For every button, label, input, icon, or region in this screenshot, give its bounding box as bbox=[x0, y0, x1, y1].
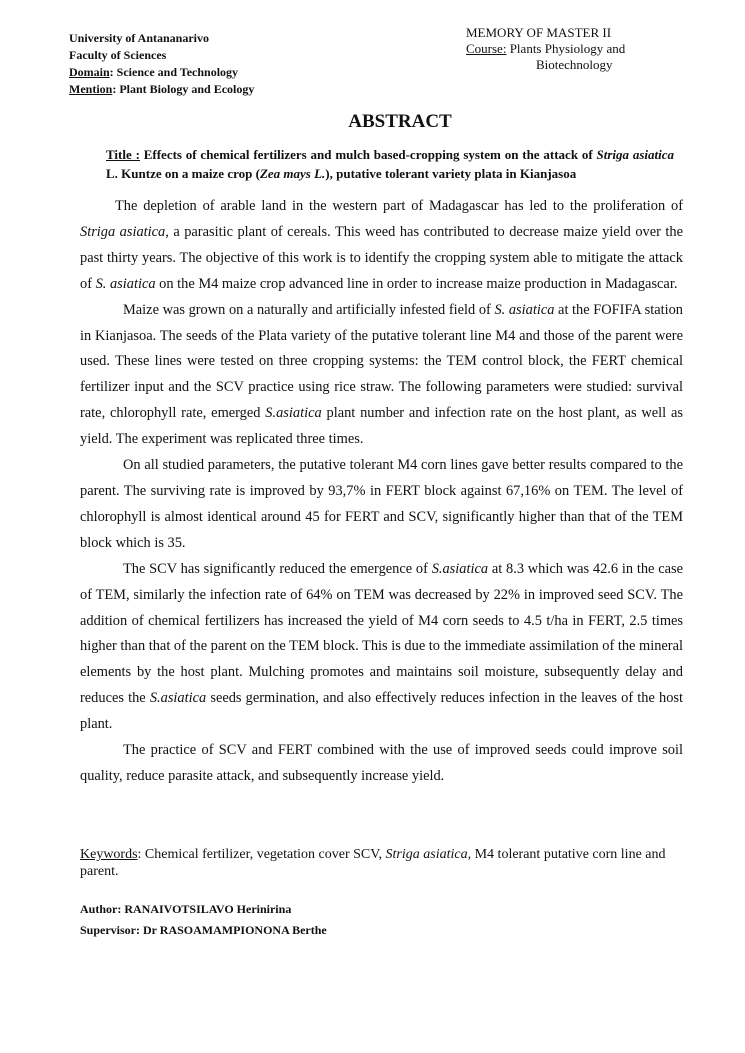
abstract-body bbox=[80, 194, 683, 790]
paragraph-1-text-b: , a parasitic plant of cereals. This weed has contributed to decrease maize yield over the past thirty years. The objective of this work is to identify the cropping system able to mitigate the attack of bbox=[80, 223, 683, 292]
mention-value: : Plant Biology and Ecology bbox=[112, 82, 255, 96]
paragraph-1-species-a: Striga asiatica bbox=[80, 223, 166, 240]
mention-line bbox=[69, 81, 254, 98]
title-text-1: Effects of chemical fertilizers and mulch based-cropping system on the attack of bbox=[139, 147, 597, 162]
paragraph-1-species-b: S. asiatica bbox=[95, 275, 156, 292]
abstract-heading: ABSTRACT bbox=[348, 111, 452, 132]
keywords-label: Keywords bbox=[80, 847, 138, 862]
paragraph-5: The practice of SCV and FERT combined with the use of improved seeds could improve soil quality, reduce parasite attack, and subsequently increase yield. bbox=[80, 742, 683, 784]
institution-header bbox=[69, 30, 254, 98]
paragraph-4 bbox=[80, 557, 683, 738]
thesis-title bbox=[106, 145, 674, 183]
title-text-3: ), putative tolerant variety plata in Kianjasoa bbox=[325, 166, 577, 181]
memory-title: MEMORY OF MASTER II bbox=[466, 25, 612, 40]
domain-value: : Science and Technology bbox=[109, 65, 239, 79]
keywords-text-b: M4 tolerant putative corn line and parent. bbox=[80, 847, 666, 879]
paragraph-2-text-a: Maize was grown on a naturally and artificially infested field of bbox=[123, 301, 495, 318]
title-species: Striga asiatica bbox=[596, 147, 674, 162]
mention-label: Mention bbox=[69, 82, 113, 96]
paragraph-1 bbox=[80, 194, 683, 298]
keywords-species: Striga asiatica, bbox=[385, 847, 472, 862]
author-line: Author: RANAIVOTSILAVO Herinirina bbox=[80, 902, 292, 916]
paragraph-4-text-a: The SCV has significantly reduced the emergence of bbox=[123, 560, 432, 577]
domain-label: Domain bbox=[69, 65, 110, 79]
paragraph-1-text-c: on the M4 maize crop advanced line in order to increase maize production in Madagascar. bbox=[155, 275, 678, 292]
paragraph-3: On all studied parameters, the putative tolerant M4 corn lines gave better results compared to the parent. The surviving rate is improved by 93,7% in FERT block against 67,16% on TEM. The level of chlorophyll is almost identical around 45 for FERT and SCV, significantly higher than that of the TEM block which is 35. bbox=[80, 457, 683, 551]
course-value-2: Biotechnology bbox=[536, 57, 613, 72]
paragraph-2 bbox=[80, 298, 683, 453]
paragraph-4-text-b: at 8.3 which was 42.6 in the case of TEM, similarly the infection rate of 64% on TEM was decreased by 22% in improved seed SCV. The addition of chemical fertilizers has increased the yield of M4 corn seeds to 4.5 t/ha in FERT, 2.5 times higher than that of the parent on the TEM block. This is due to the immediate assimilation of the mineral elements by the host plant. Mulching promotes and maintains soil moisture, subsequently delay and reduces the bbox=[80, 560, 683, 707]
credits bbox=[80, 899, 327, 941]
faculty-name: Faculty of Sciences bbox=[69, 48, 167, 62]
keywords-text-a: : Chemical fertilizer, vegetation cover SCV, bbox=[137, 847, 386, 862]
course-line bbox=[466, 41, 625, 57]
domain-line bbox=[69, 64, 254, 81]
keywords bbox=[80, 846, 680, 880]
paragraph-4-text-c: seeds germination, and also effectively reduces infection in the leaves of the host plant. bbox=[80, 690, 683, 733]
course-label: Course: bbox=[466, 41, 507, 56]
title-text-2: L. Kuntze on a maize crop ( bbox=[106, 166, 260, 181]
paragraph-2-text-b: at the FOFIFA station in Kianjasoa. The seeds of the Plata variety of the putative tolerant line M4 and those of the parent were used. These lines were tested on three cropping systems: the TEM control block, the FERT chemical fertilizer input and the SCV practice using rice straw. The following parameters were studied: survival rate, chlorophyll rate, emerged bbox=[80, 301, 683, 422]
paragraph-2-species-b: S.asiatica bbox=[265, 405, 322, 422]
supervisor-line: Supervisor: Dr RASOAMAMPIONONA Berthe bbox=[80, 923, 327, 937]
degree-header bbox=[466, 25, 625, 73]
paragraph-2-species-a: S. asiatica bbox=[494, 301, 555, 318]
paragraph-1-text-a: The depletion of arable land in the western part of Madagascar has led to the proliferation of bbox=[115, 198, 683, 214]
title-label: Title : bbox=[106, 147, 140, 162]
paragraph-4-species-a: S.asiatica bbox=[431, 560, 489, 577]
university-name: University of Antananarivo bbox=[69, 31, 210, 45]
title-crop-species: Zea mays L. bbox=[259, 166, 326, 181]
course-value-1: Plants Physiology and bbox=[506, 41, 626, 56]
paragraph-2-text-c: plant number and infection rate on the host plant, as well as yield. The experiment was replicated three times. bbox=[80, 405, 683, 448]
paragraph-4-species-b: S.asiatica bbox=[149, 690, 207, 707]
